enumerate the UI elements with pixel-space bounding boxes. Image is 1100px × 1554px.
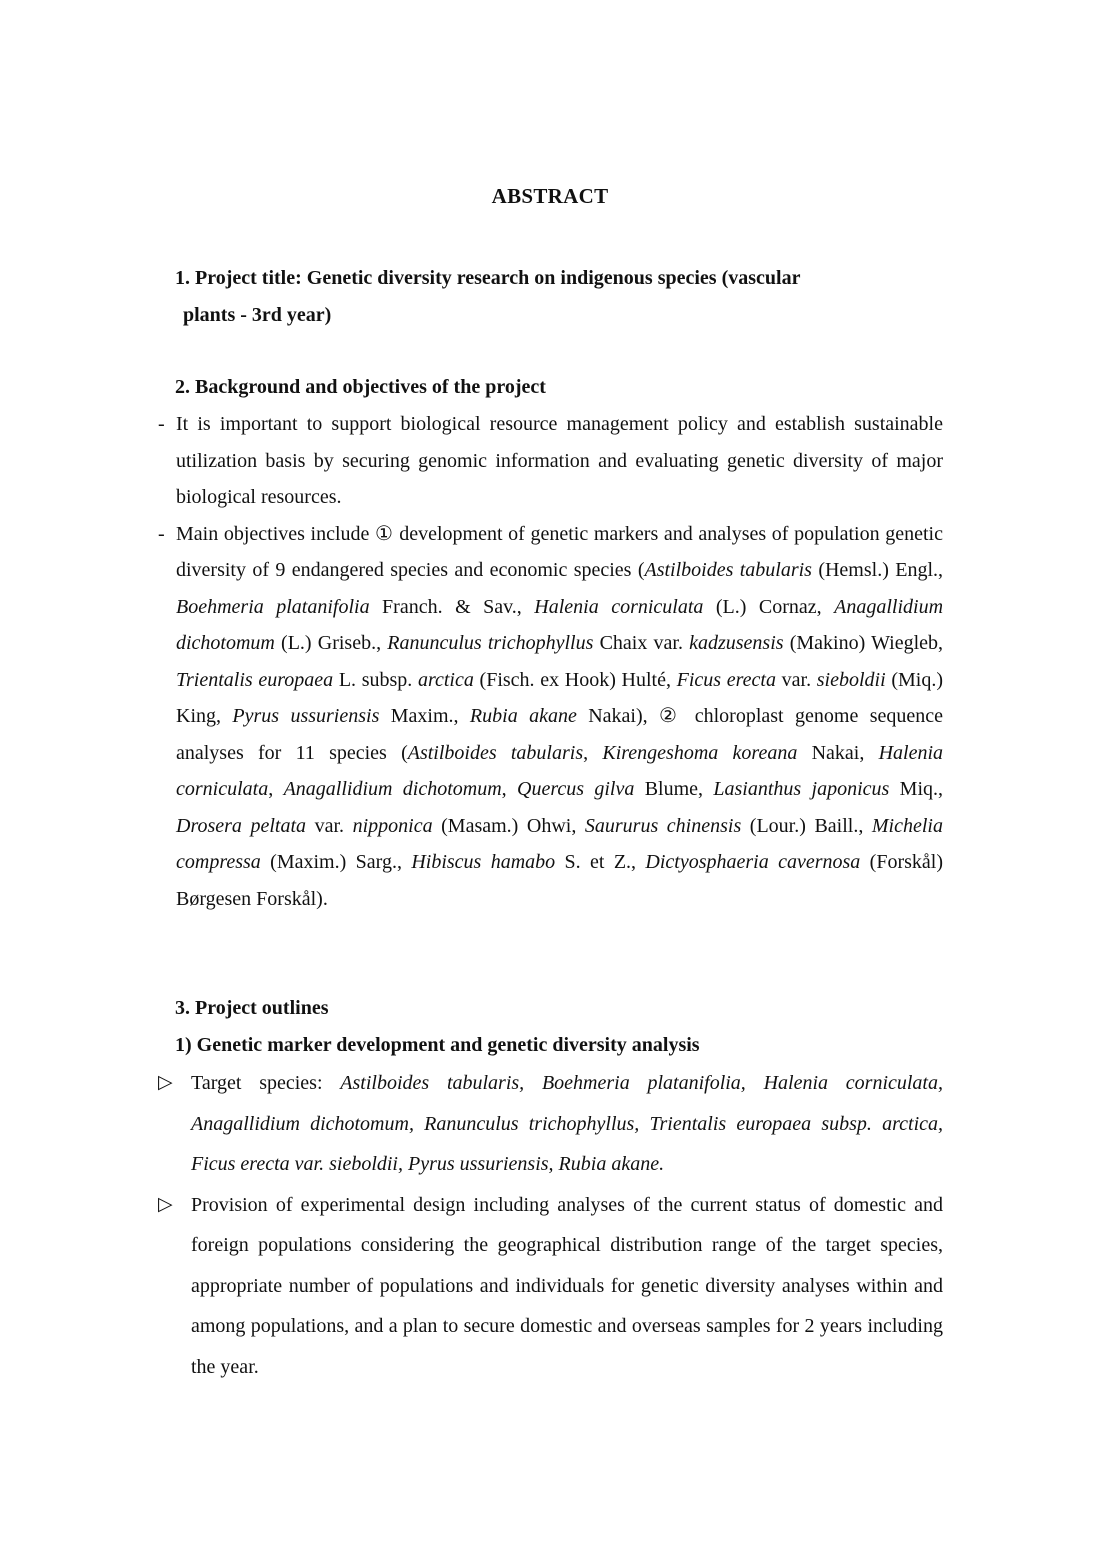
target-species-item — [158, 1063, 943, 1185]
text-run: , — [501, 778, 518, 800]
target-species-label: Target species: — [191, 1072, 341, 1094]
species-name: Drosera peltata — [176, 814, 307, 837]
text-run: , — [583, 741, 603, 764]
provision-text: Provision of experimental design including analyses of the current status of domestic and foreign populations considering the geographical distribution range of the target species, appropriate number of populations and individuals for genetic diversity analyses within and among populations, and a plan to secure domestic and overseas samples for 2 years including the year. — [191, 1193, 943, 1378]
text-run: Blume, — [634, 778, 714, 800]
species-name: Boehmeria platanifolia — [176, 595, 370, 618]
provision-item — [158, 1185, 943, 1388]
text-run: var. — [306, 814, 353, 837]
text-run: (Hemsl.) Engl., — [811, 559, 943, 581]
target-species-list: Astilboides tabularis, Boehmeria platanifolia, Halenia corniculata, Anagallidium dichotomum, Ranunculus trichophyllus, Trientalis europaea subsp. arctica, Ficus erecta var. sieboldii, Pyrus ussuriensis, Rubia akane. — [191, 1072, 943, 1175]
species-name: Hibiscus hamabo — [411, 851, 556, 873]
text-run: (Makino) Wiegleb, — [783, 632, 944, 654]
species-name: Ficus erecta — [676, 668, 776, 691]
dash-marker: - — [158, 522, 165, 545]
species-name: Saururus chinensis — [584, 814, 742, 837]
text-run: S. et Z., — [555, 851, 646, 873]
outline-list — [158, 1063, 943, 1387]
species-name: Halenia corniculata — [534, 595, 704, 618]
objectives-text — [176, 523, 943, 910]
text-run: (Maxim.) Sarg., — [260, 851, 412, 873]
species-name: Kirengeshoma koreana — [602, 741, 798, 764]
species-name: Rubia akane — [469, 705, 577, 727]
species-name: Astilboides tabularis — [407, 741, 584, 764]
species-name: Pyrus ussuriensis — [232, 705, 380, 727]
text-run: Miq., — [889, 778, 943, 800]
species-name: Anagallidium dichotomum — [176, 595, 944, 654]
project-title-line-2: plants - 3rd year) — [183, 303, 332, 326]
text-run: (Fisch. ex Hook) Hulté, — [473, 668, 677, 691]
background-list — [158, 406, 943, 917]
text-run: (L.) Griseb., — [274, 632, 388, 654]
text-run: (Lour.) Baill., — [741, 814, 872, 837]
species-name: Quercus gilva — [517, 778, 635, 800]
species-name: Halenia corniculata — [176, 741, 944, 800]
text-run: (Masam.) Ohwi, — [432, 814, 585, 837]
text-run: Chaix var. — [593, 632, 690, 654]
text-run: Maxim., — [379, 705, 470, 727]
background-heading: 2. Background and objectives of the project — [175, 376, 546, 398]
project-title-line-1: 1. Project title: Genetic diversity research on indigenous species (vascular — [175, 267, 801, 289]
text-run: Main objectives include ① development of genetic markers and analyses of population genetic diversity of 9 endangered species and economic species ( — [176, 522, 943, 581]
species-name: Ranunculus trichophyllus — [387, 632, 594, 654]
species-name: Michelia compressa — [176, 814, 943, 873]
species-name: Astilboides tabularis — [644, 559, 812, 581]
abstract-title: ABSTRACT — [491, 184, 609, 208]
outlines-heading: 3. Project outlines — [175, 997, 329, 1019]
species-name: kadzusensis — [689, 632, 784, 654]
text-run: Nakai), ② chloroplast genome sequence analyses for 11 species ( — [176, 705, 943, 764]
species-name: Anagallidium dichotomum — [283, 778, 502, 800]
text-run: L. subsp. — [333, 668, 418, 691]
bullet-text: It is important to support biological resource management policy and establish sustainable utilization basis by securing genomic information and evaluating genetic diversity of major biological resources. — [176, 413, 943, 508]
species-name: sieboldii — [816, 668, 886, 691]
text-run: (L.) Cornaz, — [703, 595, 835, 618]
text-run: Nakai, — [797, 741, 879, 764]
species-name: Dictyosphaeria cavernosa — [645, 851, 861, 873]
species-name: arctica — [417, 668, 474, 691]
triangle-right-icon: ▷ — [158, 1072, 173, 1093]
background-bullet-objectives — [158, 516, 943, 918]
text-run: (Miq.) King, — [176, 668, 943, 727]
project-title-heading — [175, 260, 943, 333]
species-name: nipponica — [352, 814, 433, 837]
triangle-right-icon: ▷ — [158, 1193, 173, 1215]
text-run: var. — [775, 668, 817, 691]
text-run: Franch. & Sav., — [369, 595, 535, 618]
text-run: , — [268, 778, 284, 800]
outlines-subheading: 1) Genetic marker development and genetic diversity analysis — [175, 1034, 700, 1056]
species-name: Trientalis europaea — [176, 668, 334, 691]
text-run: (Forskål) Børgesen Forskål). — [176, 851, 944, 910]
species-name: Lasianthus japonicus — [713, 778, 890, 800]
background-bullet-importance — [158, 406, 943, 516]
dash-marker: - — [158, 413, 165, 435]
